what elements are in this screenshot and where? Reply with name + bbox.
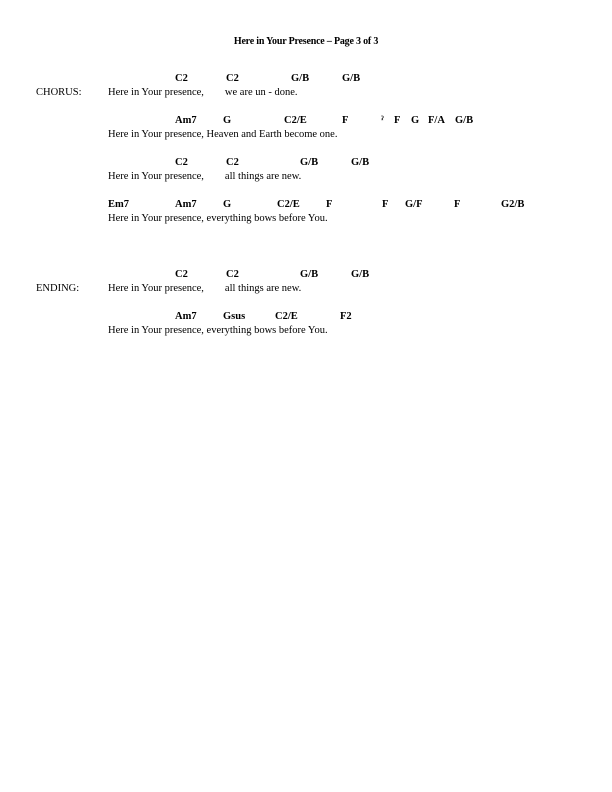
chord: F [394, 115, 401, 126]
chord: F2 [340, 311, 352, 322]
chord: C2 [175, 157, 188, 168]
chord: G/B [300, 157, 319, 168]
section-label: ENDING: [36, 283, 80, 294]
section-label: CHORUS: [36, 87, 82, 98]
chord: C2 [175, 269, 188, 280]
chord: G/B [455, 115, 474, 126]
chord: G/B [342, 73, 361, 84]
chord: Am7 [175, 199, 197, 210]
lyric-line: Here in Your presence, everything bows before You. [108, 325, 328, 336]
chord: G/B [351, 269, 370, 280]
chord: Am7 [175, 115, 197, 126]
chord: Gsus [223, 311, 246, 322]
chord: G [411, 115, 420, 126]
chord: F [382, 199, 389, 210]
chord: C2 [226, 269, 239, 280]
chord: G/B [300, 269, 319, 280]
chord: F [454, 199, 461, 210]
lyric-line: Here in Your presence, all things are new. [108, 283, 302, 294]
chord: C2 [226, 73, 239, 84]
chord: G/B [351, 157, 370, 168]
chord: C2/E [275, 311, 298, 322]
chord: G2/B [501, 199, 525, 210]
chord: F [326, 199, 333, 210]
chord: ˀ [381, 115, 384, 126]
chord: G [223, 115, 232, 126]
chord: F [342, 115, 349, 126]
chord: G/F [405, 199, 423, 210]
chord: G [223, 199, 232, 210]
lyric-line: Here in Your presence, all things are new. [108, 171, 302, 182]
chord: G/B [291, 73, 310, 84]
lyric-line: Here in Your presence, we are un - done. [108, 87, 298, 98]
chord: F/A [428, 115, 445, 126]
lyric-line: Here in Your presence, everything bows before You. [108, 213, 328, 224]
chord: Em7 [108, 199, 129, 210]
chord: C2 [175, 73, 188, 84]
chord: C2/E [284, 115, 307, 126]
chord: Am7 [175, 311, 197, 322]
chord: C2/E [277, 199, 300, 210]
lyric-line: Here in Your presence, Heaven and Earth become one. [108, 129, 338, 140]
page-title: Here in Your Presence – Page 3 of 3 [233, 36, 379, 47]
chord: C2 [226, 157, 239, 168]
